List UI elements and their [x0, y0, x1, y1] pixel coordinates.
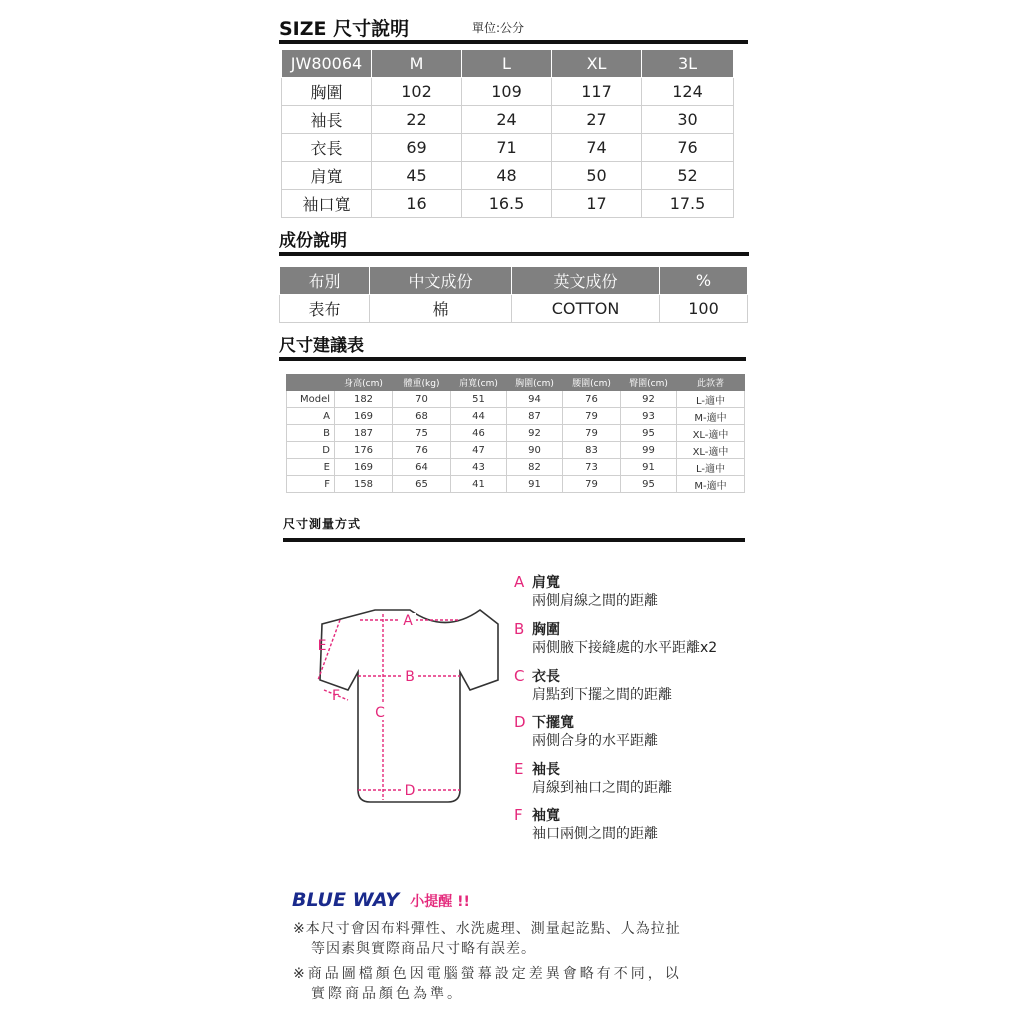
table-cell: M-適中 — [677, 476, 745, 493]
table-cell: 65 — [393, 476, 451, 493]
table-cell: 94 — [507, 391, 563, 408]
suggestion-table-header — [287, 375, 745, 391]
table-cell: 99 — [621, 442, 677, 459]
table-cell: 袖口寬 — [282, 190, 372, 218]
table-cell: 69 — [372, 134, 462, 162]
table-cell: L-適中 — [677, 391, 745, 408]
composition-col-header: 英文成份 — [512, 267, 660, 295]
table-cell: 41 — [451, 476, 507, 493]
tshirt-measure-diagram — [310, 600, 510, 820]
measure-legend-item — [514, 806, 658, 843]
size-table — [281, 49, 734, 218]
size-col-header: M — [372, 50, 462, 78]
reminder-title: 小提醒 !! — [410, 894, 470, 910]
table-cell: A — [287, 408, 335, 425]
table-cell: 93 — [621, 408, 677, 425]
table-cell: 表布 — [280, 295, 370, 323]
reminder-note-line: 等因素與實際商品尺寸略有誤差。 — [311, 941, 536, 957]
composition-section-title: 成份說明 — [279, 231, 347, 251]
measure-section-title: 尺寸測量方式 — [283, 517, 362, 531]
legend-letter: B — [514, 620, 525, 638]
table-cell: Model — [287, 391, 335, 408]
suggestion-col-header: 身高(cm) — [335, 375, 393, 391]
table-cell: 95 — [621, 476, 677, 493]
table-cell: D — [287, 442, 335, 459]
size-section-title: SIZE 尺寸說明 — [279, 18, 410, 40]
table-cell: 182 — [335, 391, 393, 408]
brand-logo-text: BLUE WAY — [292, 889, 400, 911]
suggestion-title-rule — [279, 357, 746, 361]
suggestion-col-header: 此款著 — [677, 375, 745, 391]
table-cell: 30 — [642, 106, 734, 134]
table-cell: 187 — [335, 425, 393, 442]
size-col-header: L — [462, 50, 552, 78]
legend-desc: 兩側合身的水平距離 — [532, 733, 658, 749]
table-cell: 27 — [552, 106, 642, 134]
measure-legend-item — [514, 573, 658, 610]
table-cell: 51 — [451, 391, 507, 408]
table-row — [282, 134, 734, 162]
table-row — [287, 442, 745, 459]
legend-letter: F — [514, 806, 523, 824]
table-cell: 24 — [462, 106, 552, 134]
table-row — [282, 190, 734, 218]
table-cell: 117 — [552, 78, 642, 106]
table-cell: 17 — [552, 190, 642, 218]
legend-desc: 肩點到下擺之間的距離 — [532, 687, 672, 703]
table-cell: 52 — [642, 162, 734, 190]
table-cell: 82 — [507, 459, 563, 476]
composition-table — [279, 266, 748, 323]
suggestion-col-header: 臀圍(cm) — [621, 375, 677, 391]
table-cell: XL-適中 — [677, 425, 745, 442]
table-cell: 169 — [335, 459, 393, 476]
reminder-note-line: ※本尺寸會因布料彈性、水洗處理、測量起訖點、人為拉扯 — [293, 921, 681, 937]
suggestion-col-header — [287, 375, 335, 391]
table-cell: 109 — [462, 78, 552, 106]
legend-desc: 兩側肩線之間的距離 — [532, 593, 658, 609]
size-col-header: 3L — [642, 50, 734, 78]
table-cell: 74 — [552, 134, 642, 162]
table-cell: 43 — [451, 459, 507, 476]
table-cell: 袖長 — [282, 106, 372, 134]
table-cell: M-適中 — [677, 408, 745, 425]
table-cell: 45 — [372, 162, 462, 190]
table-row — [287, 476, 745, 493]
legend-letter: A — [514, 573, 525, 591]
table-cell: 73 — [563, 459, 621, 476]
diagram-label-b: B — [405, 669, 415, 685]
table-cell: B — [287, 425, 335, 442]
composition-title-rule — [279, 252, 749, 256]
measure-legend-item — [514, 760, 672, 797]
table-cell: F — [287, 476, 335, 493]
table-cell: 158 — [335, 476, 393, 493]
unit-label: 單位:公分 — [472, 21, 525, 35]
table-cell: 47 — [451, 442, 507, 459]
table-cell: 44 — [451, 408, 507, 425]
table-cell: 95 — [621, 425, 677, 442]
reminder-heading — [292, 889, 470, 911]
legend-desc: 袖口兩側之間的距離 — [532, 826, 658, 842]
composition-col-header: 中文成份 — [370, 267, 512, 295]
suggestion-col-header: 肩寬(cm) — [451, 375, 507, 391]
table-cell: L-適中 — [677, 459, 745, 476]
measure-legend-item — [514, 667, 672, 704]
size-title-rule — [279, 40, 748, 44]
table-cell: 75 — [393, 425, 451, 442]
composition-col-header: 布別 — [280, 267, 370, 295]
table-cell: 64 — [393, 459, 451, 476]
table-row — [282, 78, 734, 106]
table-row — [282, 162, 734, 190]
diagram-label-e: E — [317, 638, 327, 654]
table-cell: 70 — [393, 391, 451, 408]
table-row — [287, 408, 745, 425]
table-cell: 76 — [393, 442, 451, 459]
table-cell: COTTON — [512, 295, 660, 323]
table-row — [282, 106, 734, 134]
table-row — [287, 459, 745, 476]
table-cell: 91 — [621, 459, 677, 476]
measure-legend-item — [514, 620, 717, 657]
table-cell: 102 — [372, 78, 462, 106]
legend-name: 袖長 — [532, 762, 560, 778]
table-cell: XL-適中 — [677, 442, 745, 459]
legend-letter: C — [514, 667, 525, 685]
table-cell: 79 — [563, 425, 621, 442]
measure-title-rule — [283, 538, 745, 542]
table-cell: 68 — [393, 408, 451, 425]
size-suggestion-table — [286, 374, 745, 493]
reminder-note-line: ※商品圖檔顏色因電腦螢幕設定差異會略有不同，以 — [293, 966, 682, 982]
legend-name: 袖寬 — [532, 808, 560, 824]
table-cell: 92 — [507, 425, 563, 442]
suggestion-section-title: 尺寸建議表 — [279, 336, 364, 356]
table-cell: 100 — [660, 295, 748, 323]
table-cell: 衣長 — [282, 134, 372, 162]
table-cell: 90 — [507, 442, 563, 459]
diagram-label-d: D — [404, 783, 416, 799]
table-cell: E — [287, 459, 335, 476]
table-cell: 16 — [372, 190, 462, 218]
legend-name: 衣長 — [532, 669, 560, 685]
suggestion-col-header: 腰圍(cm) — [563, 375, 621, 391]
legend-desc: 兩側腋下接縫處的水平距離x2 — [532, 640, 718, 656]
reminder-note-line: 實際商品顏色為準。 — [311, 986, 464, 1002]
size-col-header: JW80064 — [282, 50, 372, 78]
table-cell: 22 — [372, 106, 462, 134]
legend-desc: 肩線到袖口之間的距離 — [532, 780, 672, 796]
table-cell: 92 — [621, 391, 677, 408]
legend-name: 肩寬 — [532, 575, 560, 591]
table-cell: 83 — [563, 442, 621, 459]
table-cell: 79 — [563, 408, 621, 425]
legend-letter: E — [514, 760, 524, 778]
table-cell: 91 — [507, 476, 563, 493]
table-cell: 76 — [563, 391, 621, 408]
suggestion-col-header: 體重(kg) — [393, 375, 451, 391]
composition-col-header: % — [660, 267, 748, 295]
table-cell: 50 — [552, 162, 642, 190]
suggestion-col-header: 胸圍(cm) — [507, 375, 563, 391]
table-cell: 76 — [642, 134, 734, 162]
table-cell: 肩寬 — [282, 162, 372, 190]
diagram-label-c: C — [375, 705, 385, 721]
size-table-header — [282, 50, 734, 78]
measure-legend-item — [514, 713, 658, 750]
table-cell: 16.5 — [462, 190, 552, 218]
legend-letter: D — [514, 713, 526, 731]
table-cell: 87 — [507, 408, 563, 425]
reminder-note — [293, 919, 681, 959]
table-cell: 棉 — [370, 295, 512, 323]
tshirt-outline — [317, 610, 498, 802]
table-cell: 79 — [563, 476, 621, 493]
table-cell: 胸圍 — [282, 78, 372, 106]
diagram-label-a: A — [403, 613, 413, 629]
table-cell: 169 — [335, 408, 393, 425]
diagram-label-f: F — [331, 688, 341, 704]
composition-table-header — [280, 267, 748, 295]
table-cell: 48 — [462, 162, 552, 190]
legend-name: 下擺寬 — [532, 715, 574, 731]
table-row — [280, 295, 748, 323]
table-row — [287, 425, 745, 442]
reminder-note — [293, 964, 682, 1004]
table-cell: 71 — [462, 134, 552, 162]
table-cell: 46 — [451, 425, 507, 442]
table-row — [287, 391, 745, 408]
table-cell: 124 — [642, 78, 734, 106]
table-cell: 176 — [335, 442, 393, 459]
legend-name: 胸圍 — [532, 622, 560, 638]
table-cell: 17.5 — [642, 190, 734, 218]
size-col-header: XL — [552, 50, 642, 78]
